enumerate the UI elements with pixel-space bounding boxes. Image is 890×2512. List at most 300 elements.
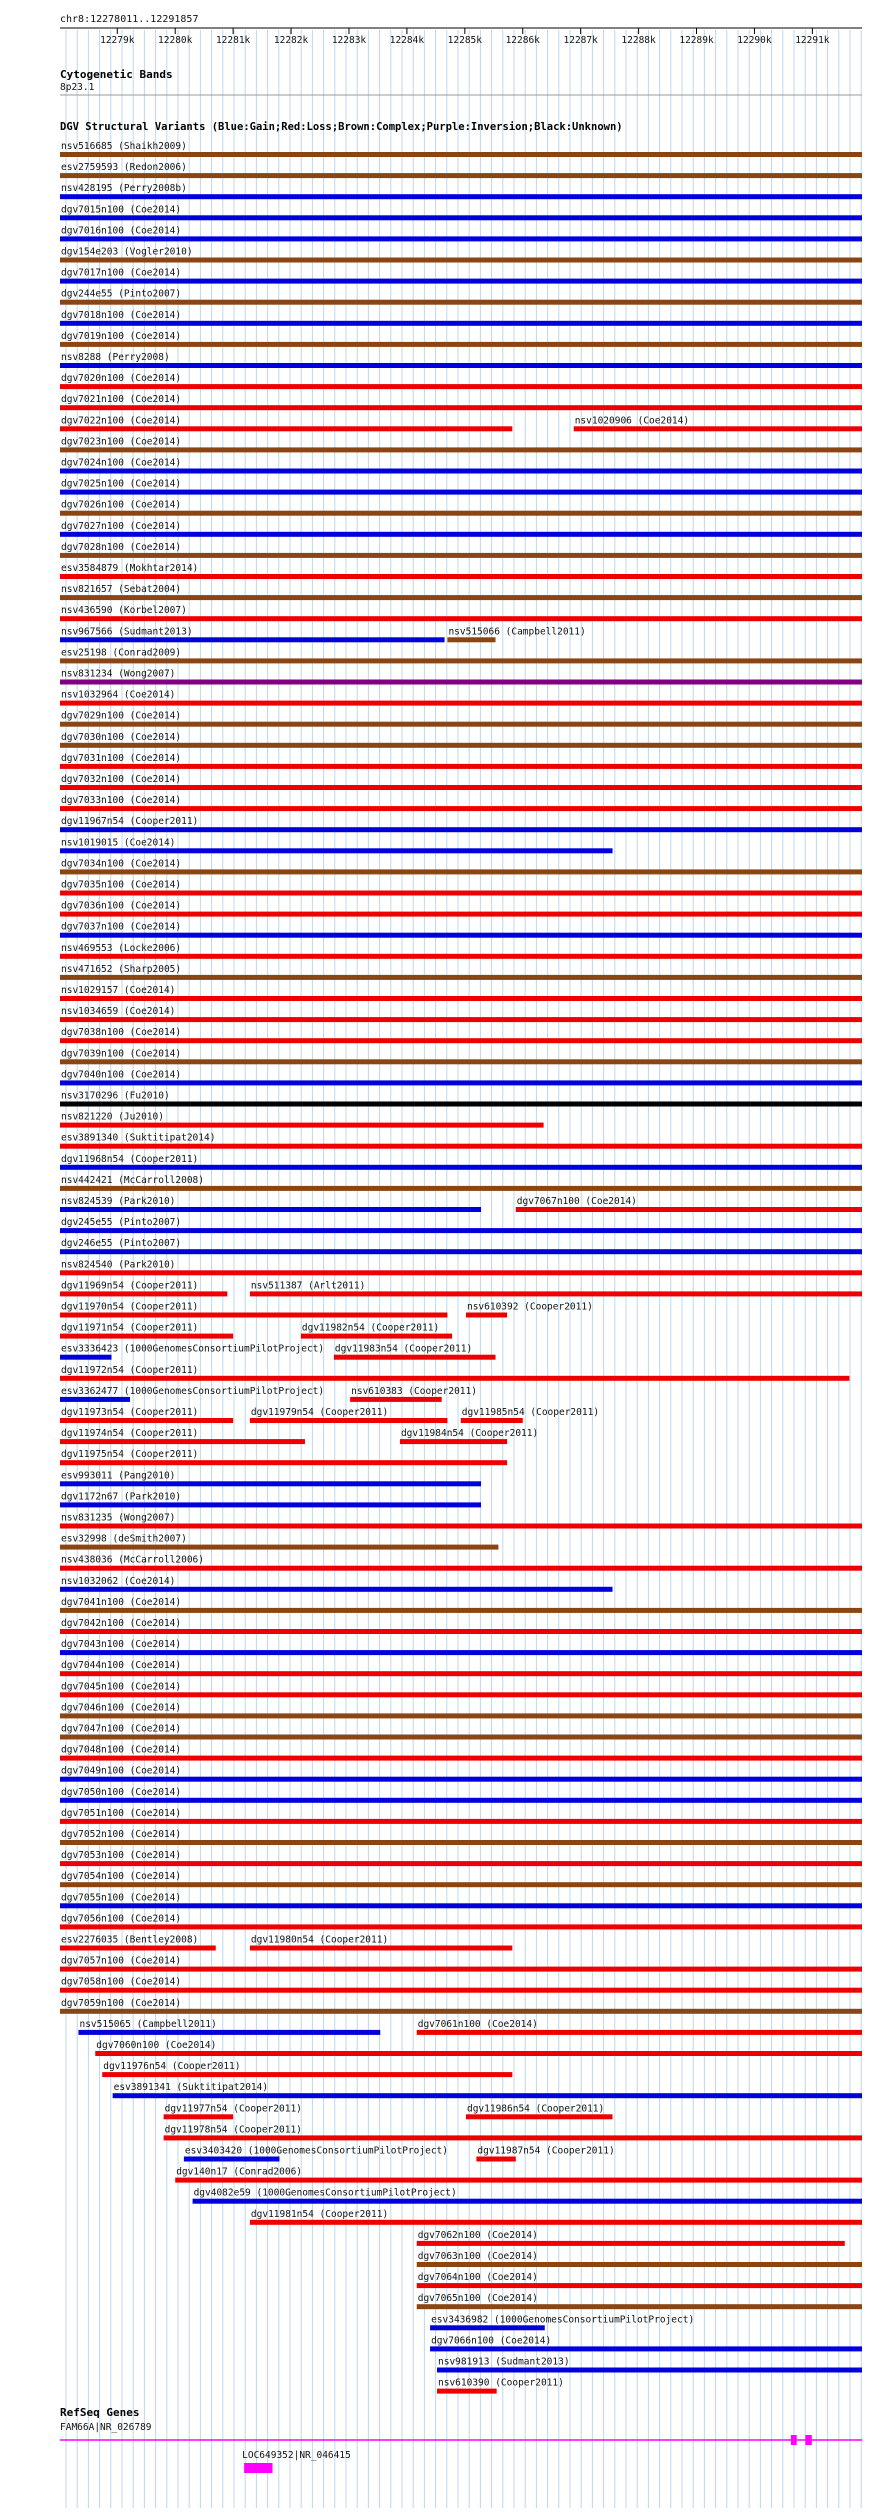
ruler-tick-label: 12283k [331, 35, 367, 46]
gene-label: FAM66A|NR_026789 [60, 2422, 152, 2433]
sv-bar-complex[interactable] [60, 658, 862, 663]
sv-bar-complex[interactable] [417, 2262, 862, 2267]
sv-feature[interactable] [60, 1787, 862, 1803]
sv-bar-complex[interactable] [60, 553, 862, 558]
sv-bar-loss[interactable] [60, 1376, 849, 1381]
sv-label: dgv7042n100 (Coe2014) [61, 1618, 182, 1629]
sv-feature[interactable] [574, 415, 862, 431]
sv-bar-gain[interactable] [60, 1502, 481, 1507]
sv-bar-gain[interactable] [60, 532, 862, 537]
sv-bar-loss[interactable] [60, 701, 862, 706]
sv-bar-complex[interactable] [60, 975, 862, 980]
sv-bar-loss[interactable] [60, 384, 862, 389]
sv-bar-loss[interactable] [301, 1334, 452, 1339]
sv-feature[interactable] [164, 2103, 302, 2119]
sv-feature[interactable] [60, 837, 613, 853]
sv-feature[interactable] [60, 690, 862, 706]
sv-bar-gain[interactable] [60, 1903, 862, 1908]
sv-bar-gain[interactable] [60, 1397, 130, 1402]
sv-label: dgv7057n100 (Coe2014) [61, 1955, 182, 1967]
sv-feature[interactable] [60, 1555, 862, 1571]
sv-bar-loss[interactable] [60, 954, 862, 959]
sv-feature[interactable] [60, 880, 862, 896]
sv-label: dgv7028n100 (Coe2014) [61, 541, 182, 553]
sv-bar-loss[interactable] [60, 1017, 862, 1022]
sv-feature[interactable] [60, 162, 862, 178]
sv-feature[interactable] [60, 1133, 862, 1149]
sv-label: dgv7044n100 (Coe2014) [61, 1660, 182, 1672]
sv-bar-gain[interactable] [437, 2368, 862, 2373]
sv-feature[interactable] [60, 1238, 862, 1254]
sv-feature[interactable] [60, 1027, 862, 1043]
sv-label: dgv7063n100 (Coe2014) [417, 2251, 538, 2262]
sv-feature[interactable] [60, 1660, 862, 1676]
sv-bar-gain[interactable] [78, 2030, 380, 2035]
sv-feature[interactable] [60, 1428, 305, 1444]
sv-bar-loss[interactable] [334, 1355, 496, 1360]
sv-bar-gain[interactable] [60, 637, 445, 642]
sv-feature[interactable] [60, 626, 445, 642]
sv-feature[interactable] [60, 479, 862, 495]
sv-bar-loss[interactable] [60, 1038, 862, 1043]
sv-feature[interactable] [60, 669, 862, 685]
sv-feature[interactable] [60, 1154, 862, 1170]
sv-feature[interactable] [60, 1681, 862, 1697]
sv-bar-loss[interactable] [60, 806, 862, 811]
sv-label: dgv7058n100 (Coe2014) [61, 1976, 182, 1988]
sv-label: dgv7024n100 (Coe2014) [61, 457, 182, 469]
sv-bar-complex[interactable] [417, 2304, 862, 2309]
sv-bar-loss[interactable] [164, 2135, 862, 2140]
sv-label: dgv11968n54 (Cooper2011) [61, 1153, 199, 1165]
sv-feature[interactable] [400, 1428, 538, 1444]
sv-label: esv3403420 (1000GenomesConsortiumPilotProject) [184, 2145, 449, 2157]
sv-feature[interactable] [102, 2061, 512, 2077]
sv-feature[interactable] [60, 1956, 862, 1972]
sv-bar-gain[interactable] [60, 827, 862, 832]
sv-feature[interactable] [60, 1323, 233, 1339]
sv-bar-gain[interactable] [60, 1587, 613, 1592]
sv-bar-complex[interactable] [60, 1059, 862, 1064]
sv-bar-gain[interactable] [113, 2093, 862, 2098]
sv-feature[interactable] [60, 1766, 862, 1782]
sv-bar-loss[interactable] [476, 2157, 515, 2162]
sv-bar-loss[interactable] [250, 1946, 512, 1951]
sv-bar-complex[interactable] [60, 173, 862, 178]
gene-exon[interactable] [244, 2463, 272, 2473]
sv-bar-loss[interactable] [60, 1144, 862, 1149]
sv-label: dgv7045n100 (Coe2014) [61, 1681, 182, 1693]
sv-feature[interactable] [60, 901, 862, 917]
gene-label: LOC649352|NR_046415 [242, 2450, 351, 2461]
sv-bar-complex[interactable] [60, 1545, 498, 1550]
sv-bar-loss[interactable] [60, 1123, 544, 1128]
sv-label: dgv7053n100 (Coe2014) [61, 1850, 182, 1862]
sv-bar-gain[interactable] [184, 2157, 280, 2162]
sv-bar-loss[interactable] [102, 2072, 512, 2077]
sv-bar-gain[interactable] [60, 215, 862, 220]
sv-bar-loss[interactable] [60, 1270, 862, 1275]
sv-feature[interactable] [60, 1407, 233, 1423]
gene-exon[interactable] [791, 2435, 797, 2445]
sv-feature[interactable] [417, 2019, 862, 2035]
sv-bar-complex[interactable] [60, 342, 862, 347]
sv-bar-loss[interactable] [60, 764, 862, 769]
sv-feature[interactable] [417, 2272, 862, 2288]
sv-bar-gain[interactable] [60, 1228, 862, 1233]
sv-feature[interactable] [60, 1702, 862, 1718]
sv-feature[interactable] [193, 2188, 862, 2204]
sv-feature[interactable] [60, 247, 862, 263]
sv-feature[interactable] [60, 310, 862, 326]
sv-feature[interactable] [60, 1175, 862, 1191]
sv-bar-loss[interactable] [164, 2114, 234, 2119]
sv-bar-gain[interactable] [430, 2346, 862, 2351]
sv-bar-unknown[interactable] [60, 1102, 862, 1107]
sv-feature[interactable] [175, 2167, 862, 2183]
sv-bar-gain[interactable] [60, 1777, 862, 1782]
sv-bar-loss[interactable] [60, 1671, 862, 1676]
sv-feature[interactable] [60, 1892, 862, 1908]
sv-feature[interactable] [60, 943, 862, 959]
sv-bar-loss[interactable] [60, 1924, 862, 1929]
position-label: chr8:12278011..12291857 [60, 14, 199, 25]
sv-bar-gain[interactable] [60, 1650, 862, 1655]
sv-bar-loss[interactable] [466, 1313, 507, 1318]
sv-bar-loss[interactable] [60, 1460, 507, 1465]
sv-label: dgv7019n100 (Coe2014) [61, 330, 182, 342]
sv-label: dgv7039n100 (Coe2014) [61, 1048, 182, 1060]
sv-feature[interactable] [60, 774, 862, 790]
sv-bar-loss[interactable] [417, 2030, 862, 2035]
sv-bar-loss[interactable] [60, 996, 862, 1001]
sv-bar-gain[interactable] [60, 1165, 862, 1170]
sv-feature[interactable] [60, 1808, 862, 1824]
sv-label: nsv967566 (Sudmant2013) [61, 626, 193, 638]
sv-label: nsv1032062 (Coe2014) [61, 1575, 176, 1587]
sv-bar-complex[interactable] [60, 1713, 862, 1718]
sv-label: nsv1034659 (Coe2014) [61, 1006, 176, 1018]
sv-bar-loss[interactable] [60, 574, 862, 579]
sv-bar-gain[interactable] [60, 1798, 862, 1803]
sv-bar-loss[interactable] [437, 2389, 497, 2394]
sv-feature[interactable] [95, 2040, 862, 2056]
sv-bar-loss[interactable] [60, 426, 512, 431]
sv-bar-gain[interactable] [60, 933, 862, 938]
sv-feature[interactable] [60, 1639, 862, 1655]
sv-label: esv993011 (Pang2010) [61, 1470, 176, 1482]
sv-feature[interactable] [60, 268, 862, 284]
sv-feature[interactable] [430, 2314, 694, 2330]
sv-label: dgv7066n100 (Coe2014) [431, 2335, 552, 2347]
sv-bar-complex[interactable] [60, 743, 862, 748]
sv-bar-loss[interactable] [400, 1439, 507, 1444]
sv-bar-gain[interactable] [60, 848, 613, 853]
sv-feature[interactable] [184, 2146, 448, 2162]
sv-label: dgv11972n54 (Cooper2011) [61, 1364, 199, 1376]
sv-label: dgv11987n54 (Cooper2011) [477, 2145, 615, 2157]
sv-feature[interactable] [60, 1871, 862, 1887]
sv-bar-loss[interactable] [60, 616, 862, 621]
sv-bar-loss[interactable] [60, 1819, 862, 1824]
sv-bar-loss[interactable] [60, 1756, 862, 1761]
sv-bar-loss[interactable] [60, 1946, 216, 1951]
sv-feature[interactable] [60, 816, 862, 832]
sv-feature[interactable] [60, 331, 862, 347]
sv-feature[interactable] [417, 2293, 862, 2309]
sv-feature[interactable] [60, 1576, 613, 1592]
sv-bar-gain[interactable] [60, 1080, 862, 1085]
sv-feature[interactable] [437, 2378, 564, 2394]
sv-feature[interactable] [60, 1069, 862, 1085]
sv-bar-complex[interactable] [60, 300, 862, 305]
sv-bar-complex[interactable] [60, 2009, 862, 2014]
sv-feature[interactable] [60, 225, 862, 241]
sv-feature[interactable] [60, 1618, 862, 1634]
sv-bar-loss[interactable] [250, 1418, 448, 1423]
sv-feature[interactable] [60, 500, 862, 516]
sv-feature[interactable] [60, 1977, 862, 1993]
sv-label: nsv610383 (Cooper2011) [351, 1385, 477, 1397]
sv-bar-loss[interactable] [417, 2241, 845, 2246]
sv-label: dgv7056n100 (Coe2014) [61, 1913, 182, 1925]
sv-label: dgv7062n100 (Coe2014) [417, 2229, 538, 2241]
sv-feature[interactable] [466, 2103, 613, 2119]
sv-bar-loss[interactable] [417, 2283, 862, 2288]
sv-feature[interactable] [60, 204, 862, 220]
sv-feature[interactable] [60, 521, 862, 537]
sv-bar-gain[interactable] [60, 1355, 111, 1360]
sv-feature[interactable] [250, 1407, 448, 1423]
sv-bar-complex[interactable] [60, 1735, 862, 1740]
sv-feature[interactable] [60, 1048, 862, 1064]
sv-feature[interactable] [516, 1196, 862, 1212]
sv-feature[interactable] [60, 1913, 862, 1929]
sv-feature[interactable] [60, 1112, 544, 1128]
sv-label: dgv244e55 (Pinto2007) [61, 288, 182, 300]
sv-feature[interactable] [476, 2146, 614, 2162]
sv-bar-complex[interactable] [60, 1882, 862, 1887]
sv-bar-gain[interactable] [60, 1207, 481, 1212]
sv-feature[interactable] [60, 1344, 324, 1360]
sv-feature[interactable] [60, 858, 862, 874]
sv-label: dgv11979n54 (Cooper2011) [250, 1407, 389, 1418]
sv-bar-loss[interactable] [60, 785, 862, 790]
sv-label: nsv1032964 (Coe2014) [61, 689, 176, 701]
sv-bar-loss[interactable] [60, 1967, 862, 1972]
sv-label: esv32998 (deSmith2007) [61, 1533, 187, 1545]
sv-bar-loss[interactable] [516, 1207, 862, 1212]
sv-bar-loss[interactable] [60, 1291, 227, 1296]
sv-feature[interactable] [60, 711, 862, 727]
sv-feature[interactable] [250, 1935, 512, 1951]
sv-bar-gain[interactable] [60, 490, 862, 495]
sv-feature[interactable] [60, 795, 862, 811]
sv-feature[interactable] [60, 563, 862, 579]
sv-feature[interactable] [250, 1280, 862, 1296]
sv-bar-complex[interactable] [60, 1608, 862, 1613]
sv-feature[interactable] [60, 542, 862, 558]
sv-feature[interactable] [60, 753, 862, 769]
refseq-title: RefSeq Genes [60, 2406, 140, 2419]
sv-bar-gain[interactable] [60, 363, 862, 368]
sv-feature[interactable] [60, 373, 862, 389]
sv-bar-gain[interactable] [60, 1249, 862, 1254]
sv-feature[interactable] [60, 1491, 481, 1507]
gene-exon[interactable] [805, 2435, 811, 2445]
sv-feature[interactable] [60, 1829, 862, 1845]
sv-label: dgv7026n100 (Coe2014) [61, 499, 182, 511]
sv-feature[interactable] [447, 626, 585, 642]
sv-feature[interactable] [60, 1259, 862, 1275]
sv-bar-loss[interactable] [60, 1334, 233, 1339]
refseq-track [60, 2406, 862, 2473]
sv-feature[interactable] [60, 394, 862, 410]
sv-feature[interactable] [60, 1386, 324, 1402]
sv-bar-gain[interactable] [60, 321, 862, 326]
sv-bar-gain[interactable] [193, 2199, 862, 2204]
sv-bar-complex[interactable] [60, 511, 862, 516]
sv-label: dgv11969n54 (Cooper2011) [61, 1280, 199, 1292]
sv-bar-gain[interactable] [60, 1481, 481, 1486]
sv-feature[interactable] [60, 289, 862, 305]
sv-feature[interactable] [60, 436, 862, 452]
sv-feature[interactable] [466, 1302, 593, 1318]
sv-label: dgv11981n54 (Cooper2011) [250, 2208, 389, 2220]
sv-feature[interactable] [60, 1006, 862, 1022]
sv-feature[interactable] [60, 1470, 481, 1486]
sv-feature[interactable] [60, 352, 862, 368]
sv-bar-loss[interactable] [60, 1418, 233, 1423]
sv-bar-loss[interactable] [60, 1988, 862, 1993]
sv-bar-loss[interactable] [60, 1861, 862, 1866]
sv-label: dgv7064n100 (Coe2014) [417, 2272, 538, 2284]
sv-label: nsv3170296 (Fu2010) [61, 1090, 170, 1102]
sv-bar-gain[interactable] [60, 236, 862, 241]
sv-label: esv2759593 (Redon2006) [61, 162, 187, 174]
sv-label: dgv7015n100 (Coe2014) [61, 204, 182, 216]
sv-label: nsv981913 (Sudmant2013) [438, 2356, 570, 2368]
sv-feature[interactable] [60, 458, 862, 474]
sv-feature[interactable] [60, 584, 862, 600]
sv-bar-complex[interactable] [60, 447, 862, 452]
sv-bar-gain[interactable] [430, 2325, 545, 2330]
sv-feature[interactable] [430, 2335, 862, 2351]
sv-feature[interactable] [60, 1998, 862, 2014]
sv-feature[interactable] [60, 1280, 227, 1296]
sv-feature[interactable] [60, 1449, 507, 1465]
sv-label: dgv245e55 (Pinto2007) [61, 1217, 182, 1229]
sv-feature[interactable] [250, 2209, 862, 2225]
sv-feature[interactable] [417, 2230, 845, 2246]
sv-bar-complex[interactable] [60, 1186, 862, 1191]
sv-label: dgv1172n67 (Park2010) [61, 1491, 182, 1503]
sv-feature[interactable] [60, 1302, 447, 1318]
sv-feature[interactable] [60, 732, 862, 748]
sv-bar-loss[interactable] [60, 1629, 862, 1634]
sv-feature[interactable] [60, 922, 862, 938]
sv-bar-complex[interactable] [60, 258, 862, 263]
sv-bar-complex[interactable] [60, 152, 862, 157]
sv-feature[interactable] [60, 1365, 849, 1381]
sv-bar-loss[interactable] [60, 1439, 305, 1444]
sv-feature[interactable] [60, 964, 862, 980]
sv-bar-complex[interactable] [447, 637, 495, 642]
sv-feature[interactable] [334, 1344, 496, 1360]
sv-label: dgv11967n54 (Cooper2011) [61, 816, 199, 828]
sv-feature[interactable] [60, 1597, 862, 1613]
sv-label: dgv7047n100 (Coe2014) [61, 1723, 182, 1735]
sv-bar-loss[interactable] [574, 426, 862, 431]
sv-feature[interactable] [60, 1091, 862, 1107]
sv-bar-loss[interactable] [60, 1313, 447, 1318]
sv-feature[interactable] [60, 1745, 862, 1761]
ruler-tick-label: 12280k [158, 35, 193, 46]
sv-feature[interactable] [60, 1217, 862, 1233]
sv-feature[interactable] [60, 1935, 216, 1951]
sv-feature[interactable] [437, 2357, 862, 2373]
sv-bar-loss[interactable] [60, 912, 862, 917]
sv-feature[interactable] [164, 2124, 862, 2140]
sv-bar-loss[interactable] [60, 1566, 862, 1571]
sv-bar-complex[interactable] [60, 722, 862, 727]
ruler-tick-label: 12286k [505, 35, 540, 46]
sv-label: dgv7031n100 (Coe2014) [61, 752, 182, 764]
sv-bar-gain[interactable] [60, 469, 862, 474]
sv-label: dgv7021n100 (Coe2014) [61, 394, 182, 406]
sv-bar-gain[interactable] [60, 194, 862, 199]
sv-feature[interactable] [60, 1850, 862, 1866]
sv-bar-loss[interactable] [466, 2114, 613, 2119]
sv-label: dgv11984n54 (Cooper2011) [400, 1428, 539, 1440]
sv-feature[interactable] [60, 183, 862, 199]
sv-feature[interactable] [60, 605, 862, 621]
sv-label: dgv11970n54 (Cooper2011) [61, 1301, 199, 1313]
sv-label: nsv831235 (Wong2007) [61, 1512, 176, 1524]
sv-feature[interactable] [60, 415, 512, 431]
sv-bar-loss[interactable] [250, 2220, 862, 2225]
sv-feature[interactable] [60, 1196, 481, 1212]
sv-bar-loss[interactable] [60, 405, 862, 410]
sv-label: dgv7050n100 (Coe2014) [61, 1786, 182, 1798]
sv-bar-complex[interactable] [60, 1840, 862, 1845]
sv-bar-inversion[interactable] [60, 680, 862, 685]
sv-bar-complex[interactable] [60, 869, 862, 874]
sv-feature[interactable] [417, 2251, 862, 2267]
sv-bar-loss[interactable] [175, 2178, 862, 2183]
sv-label: nsv1029157 (Coe2014) [61, 985, 176, 996]
sv-bar-loss[interactable] [60, 1692, 862, 1697]
sv-bar-loss[interactable] [95, 2051, 862, 2056]
refseq-gene[interactable] [60, 2422, 862, 2445]
sv-feature[interactable] [60, 985, 862, 1001]
sv-bar-loss[interactable] [461, 1418, 523, 1423]
sv-feature[interactable] [60, 647, 862, 663]
sv-feature[interactable] [60, 141, 862, 157]
sv-bar-loss[interactable] [350, 1397, 442, 1402]
sv-bar-gain[interactable] [60, 279, 862, 284]
sv-bar-complex[interactable] [60, 595, 862, 600]
sv-bar-loss[interactable] [250, 1291, 862, 1296]
sv-label: nsv610392 (Cooper2011) [466, 1301, 593, 1313]
sv-bar-loss[interactable] [60, 891, 862, 896]
sv-feature[interactable] [60, 1513, 862, 1529]
sv-feature[interactable] [60, 1724, 862, 1740]
ruler-tick-label: 12290k [737, 35, 772, 46]
sv-bar-loss[interactable] [60, 1524, 862, 1529]
sv-feature[interactable] [461, 1407, 599, 1423]
sv-feature[interactable] [301, 1323, 452, 1339]
